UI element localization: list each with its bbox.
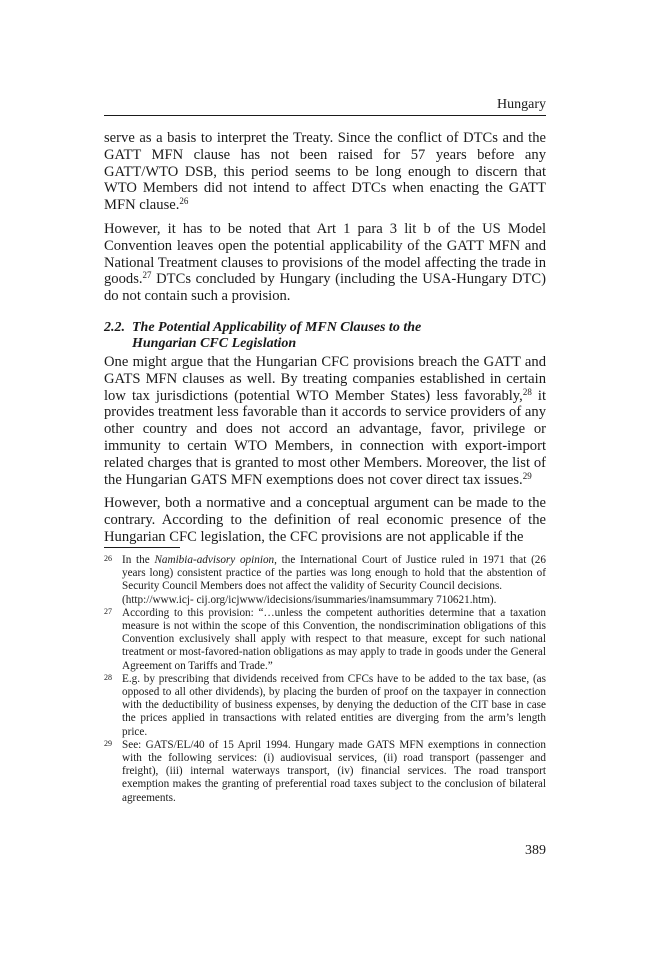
section-heading — [104, 320, 546, 352]
footnote-ref[interactable]: 29 — [522, 470, 532, 481]
footnote-ref[interactable]: 27 — [142, 270, 152, 281]
header-rule — [104, 115, 546, 116]
footnote — [104, 554, 546, 607]
body-text — [104, 130, 546, 553]
paragraph-text: it provides treatment less favorable than it accords to service providers of any other country and does not accord an advantage, favor, privilege or immunity to certain WTO Members, in connection with export-import related charges that is granted to most other Members. Moreover, the list of the Hungarian GATS MFN exemptions does not cover direct tax issues. — [104, 387, 547, 488]
paragraph-text: One might argue that the Hungarian CFC provisions breach the GATT and GATS MFN clauses as well. By treating companies established in certain low tax jurisdictions (potential WTO Member States) less favorably, — [104, 353, 546, 404]
footnote-mark: 29 — [104, 738, 112, 748]
footnote-url[interactable]: (http://www.icj- cij.org/icjwww/idecisions/isummaries/inamsummary 710621.htm). — [122, 593, 497, 606]
section-title-line: The Potential Applicability of MFN Clauses to the — [132, 319, 422, 335]
paragraph-text: serve as a basis to interpret the Treaty. Since the conflict of DTCs and the GATT MFN clause has not been raised for 57 years before any GATT/WTO DSB, this period seems to be long enough to discern that WTO Members did not intend to affect DTCs when enacting the GATT MFN clause. — [104, 130, 546, 214]
paragraph — [104, 354, 546, 488]
footnote-ref[interactable]: 28 — [522, 386, 532, 397]
running-head: Hungary — [497, 97, 546, 112]
footnote-text: E.g. by prescribing that dividends received from CFCs have to be added to the tax base, (as opposed to all other dividends), by placing the burden of proof on the taxpayer in connection with the deductibility of business expenses, by denying the deduction of the CIT base in case the prices applied in transactions with related entities are diverging from the arm’s length price. — [122, 672, 546, 738]
footnote-text — [122, 554, 546, 607]
footnote-text: See: GATS/EL/40 of 15 April 1994. Hungary made GATS MFN exemptions in connection with the following services: (i) audiovisual services, (ii) road transport (passenger and freight), (iii) internal waterways transport, (iv) financial services. The road transport exemption makes the granting of preferential road taxes subject to the conclusion of bilateral agreements. — [122, 738, 546, 804]
footnote — [104, 607, 546, 673]
footnote-text-part: , the International Court of Justice ruled in 1971 that (26 years long) consistent practice of the parties was long enough to hold that the abstention of Security Council Members does not affect the validity of Security Council decisions. — [122, 554, 546, 593]
paragraph-text: DTCs concluded by Hungary (including the USA-Hungary DTC) do not contain such a provision. — [104, 271, 546, 305]
footnote-mark: 27 — [104, 606, 112, 616]
footnote-ref[interactable]: 26 — [179, 196, 189, 207]
footnote-text-part: In the — [122, 554, 155, 566]
footnote-mark: 26 — [104, 554, 112, 563]
page-number: 389 — [525, 843, 546, 858]
paragraph-text: However, both a normative and a conceptual argument can be made to the contrary. According to the definition of real economic presence of the Hungarian CFC legislation, the CFC provisions are not applicable if the — [104, 495, 546, 545]
paragraph-text: However, it has to be noted that Art 1 para 3 lit b of the US Model Convention leaves open the potential applicability of the GATT MFN and National Treatment clauses to provisions of the model affecting the trade in goods. — [104, 220, 546, 288]
footnotes — [104, 554, 546, 805]
section-title-line: Hungarian CFC Legislation — [132, 335, 297, 351]
case-name: Namibia-advisory opinion — [154, 554, 275, 566]
section-title — [132, 320, 421, 352]
footnote — [104, 739, 546, 805]
paragraph — [104, 495, 546, 545]
footnote — [104, 673, 546, 739]
paragraph — [104, 130, 546, 214]
paragraph — [104, 221, 546, 305]
footnote-rule — [104, 547, 180, 548]
footnote-text: According to this provision: “…unless the competent authorities determine that a taxation measure is not within the scope of this Convention, the nondiscrimination obligations of this Convention exclusively shall apply with respect to that measure, except for such national treatment or most-favored-nation obligations as may apply to trade in goods under the General Agreement on Tariffs and Trade.” — [122, 606, 546, 672]
section-number: 2.2. — [104, 319, 125, 335]
footnote-mark: 28 — [104, 672, 112, 682]
